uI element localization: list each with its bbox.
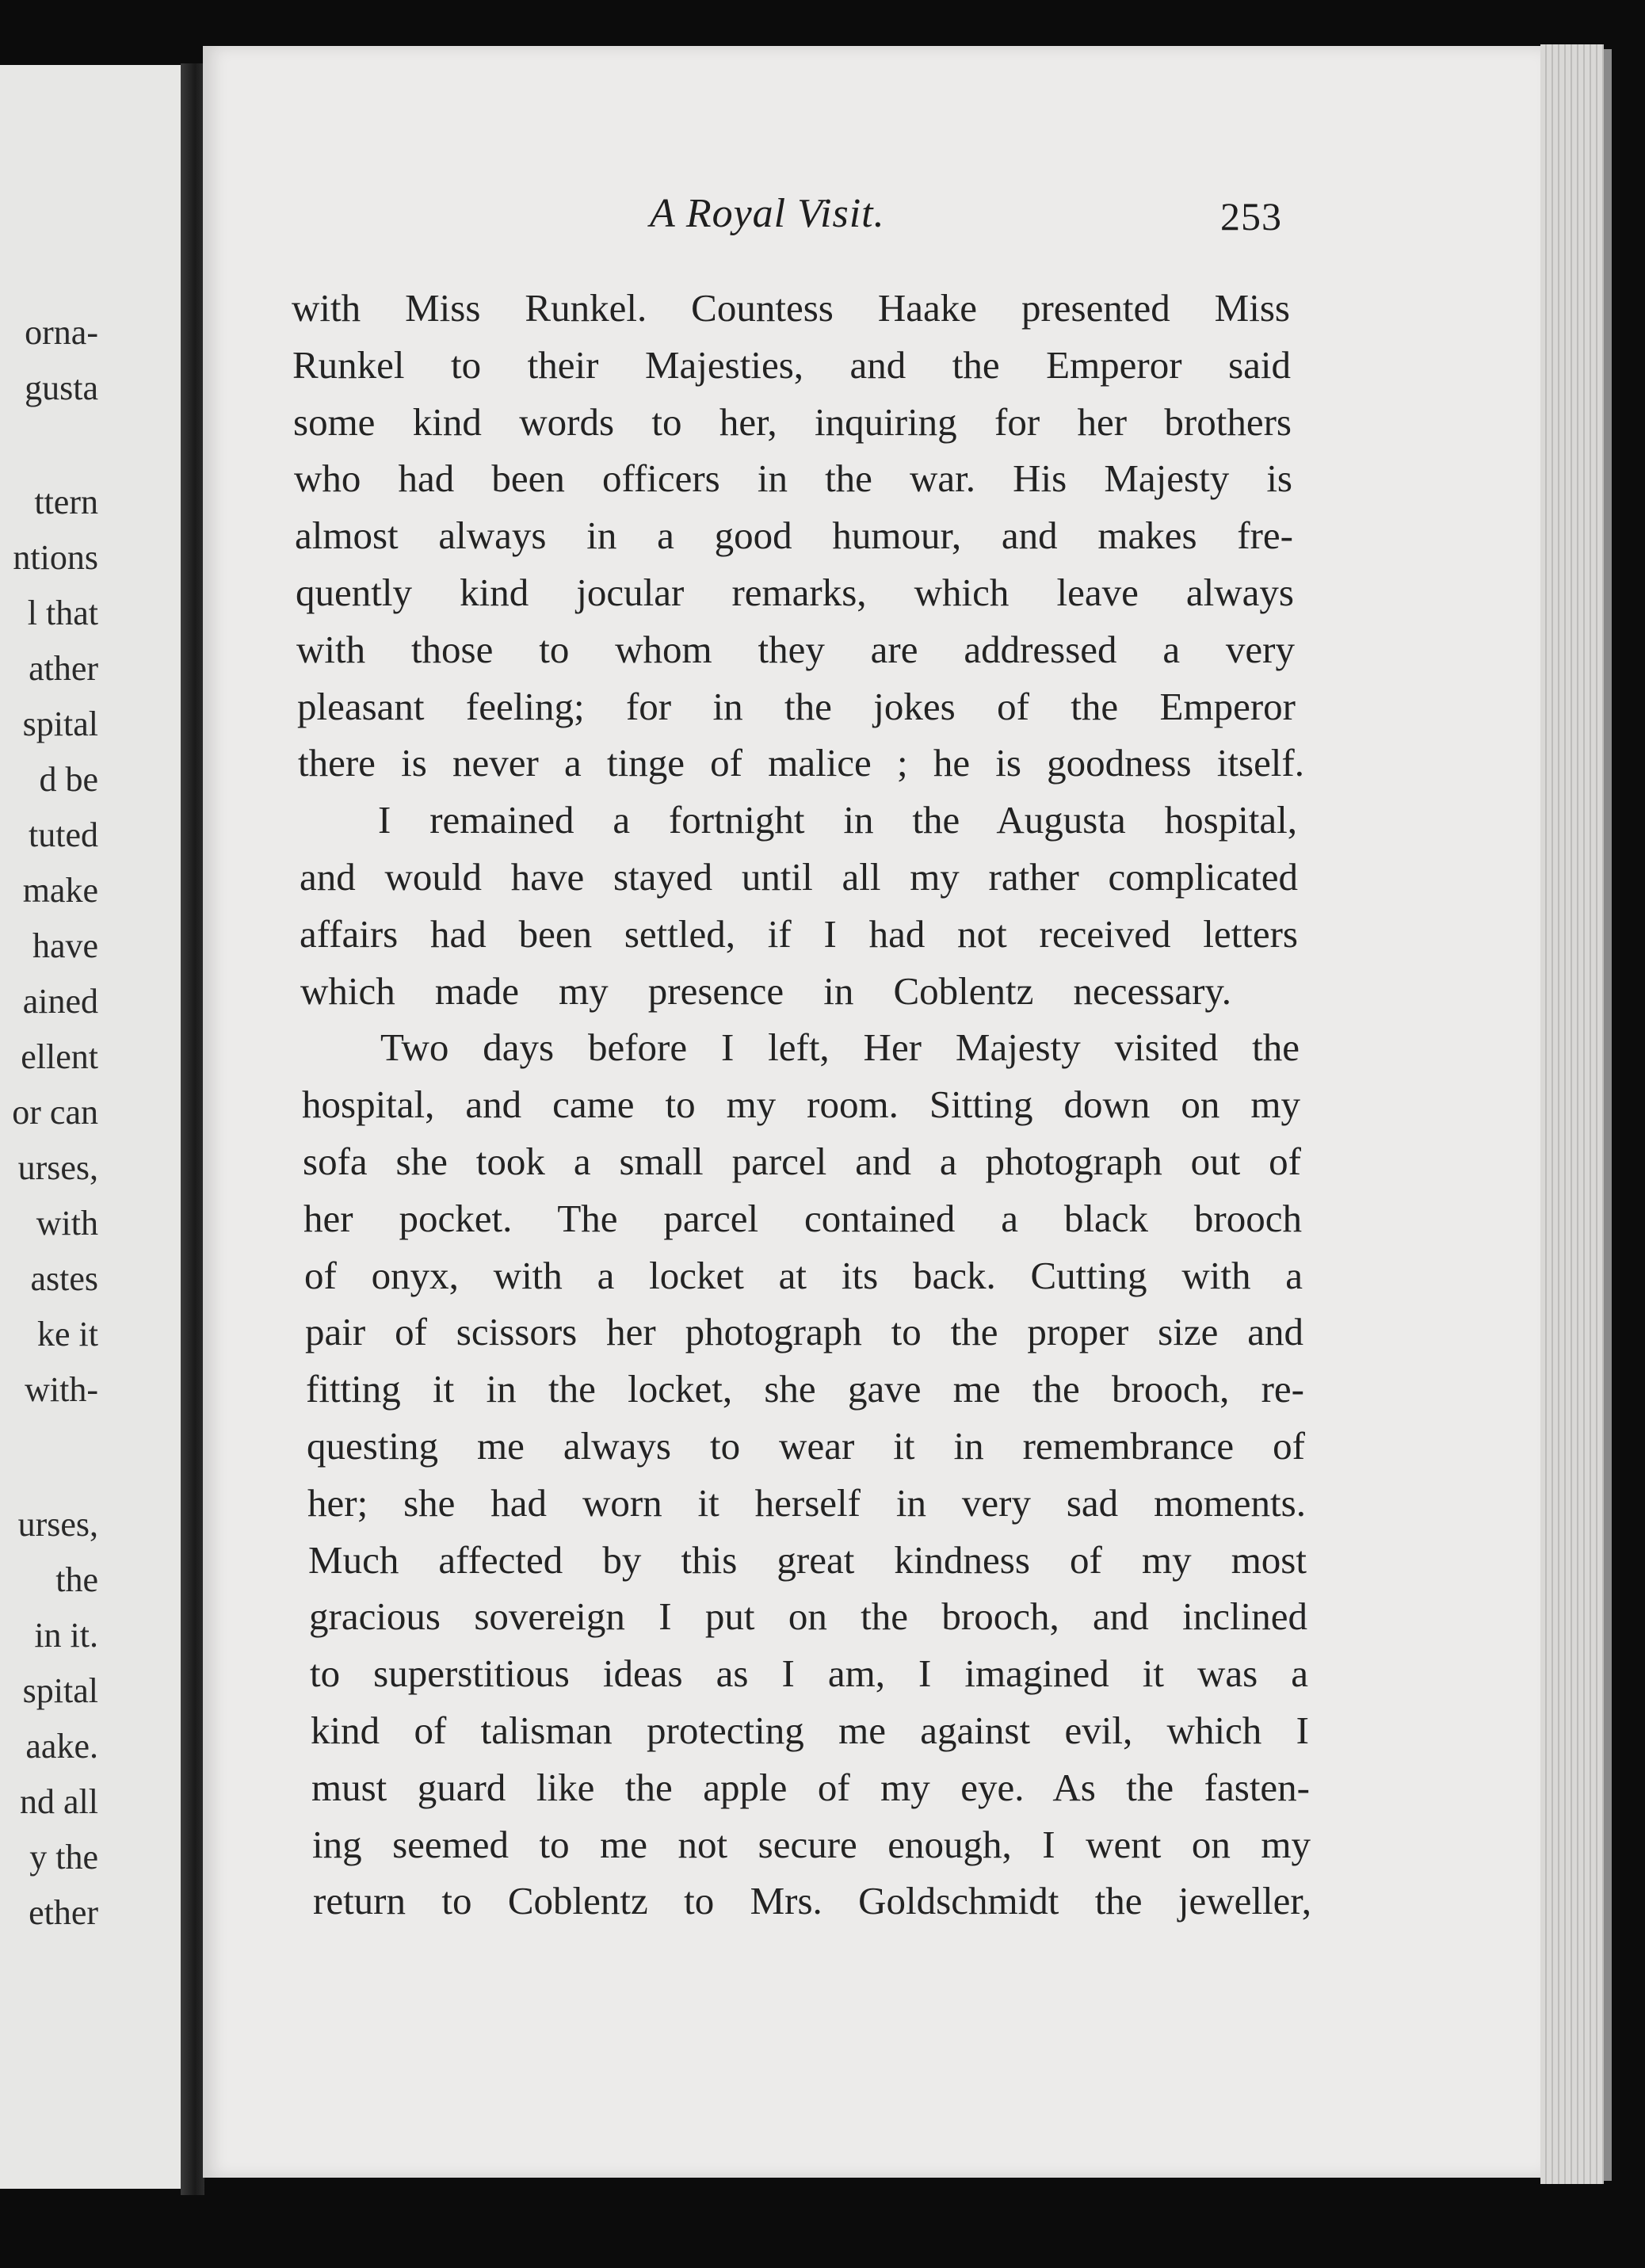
body-line: there is never a tinge of malice ; he is goodness itself. <box>298 741 1304 785</box>
body-line: which made my presence in Coblentz necessary. <box>300 968 1231 1013</box>
body-line: her; she had worn it herself in very sad moments. <box>307 1480 1306 1525</box>
left-page-fragment: orna- <box>25 313 98 352</box>
left-page-fragment: ained <box>22 982 98 1021</box>
left-page-fragment: gusta <box>25 368 98 407</box>
left-page-fragment: with- <box>25 1370 98 1409</box>
body-line: her pocket. The parcel contained a black brooch <box>303 1196 1302 1240</box>
body-line: pleasant feeling; for in the jokes of the Emperor <box>297 684 1296 728</box>
body-line: with those to whom they are addressed a very <box>296 627 1295 671</box>
left-page-fragment: spital <box>22 704 98 743</box>
running-head-title: A Royal Visit. <box>650 191 885 236</box>
body-line: who had been officers in the war. His Majesty is <box>294 456 1292 501</box>
left-page-fragment: ttern <box>34 483 98 521</box>
body-line: quently kind jocular remarks, which leave always <box>296 571 1294 614</box>
left-page-fragment: ke it <box>37 1315 98 1354</box>
body-line: Two days before I left, Her Majesty visited the <box>380 1025 1300 1070</box>
left-page-fragment: ntions <box>13 538 98 577</box>
left-page-fragment: ellent <box>21 1037 98 1076</box>
body-line: I remained a fortnight in the Augusta hospital, <box>378 798 1297 842</box>
left-page-fragment: y the <box>29 1838 98 1877</box>
body-line: gracious sovereign I put on the brooch, and inclined <box>309 1594 1307 1639</box>
left-page-fragment: in it. <box>34 1616 98 1655</box>
left-page-fragment: ather <box>29 649 98 688</box>
body-line: to superstitious ideas as I am, I imagined it was a <box>310 1651 1308 1696</box>
body-line: some kind words to her, inquiring for her brothers <box>293 399 1292 444</box>
body-line: Runkel to their Majesties, and the Emperor said <box>292 342 1291 387</box>
left-page-fragment: tuted <box>29 815 98 854</box>
left-page-fragment: d be <box>39 760 98 799</box>
body-line: affairs had been settled, if I had not received letters <box>300 911 1298 956</box>
left-page-fragment: urses, <box>17 1148 98 1187</box>
page-number: 253 <box>1220 194 1282 239</box>
page-edges-shadow <box>1604 49 1612 2181</box>
left-page-fragment: astes <box>30 1259 98 1298</box>
facing-page-left <box>0 65 181 2189</box>
left-page-fragment: aake. <box>25 1727 98 1766</box>
body-line: sofa she took a small parcel and a photograph out of <box>303 1140 1301 1183</box>
left-page-fragment: the <box>55 1560 98 1599</box>
left-page-fragment: ether <box>29 1893 98 1932</box>
left-page-fragment: nd all <box>20 1782 98 1821</box>
body-line: ing seemed to me not secure enough, I went on my <box>312 1822 1311 1866</box>
left-page-fragment: urses, <box>17 1505 98 1544</box>
body-line: must guard like the apple of my eye. As the fasten- <box>311 1765 1310 1809</box>
page-edges <box>1540 44 1604 2184</box>
left-page-fragment: l that <box>27 594 98 632</box>
body-line: questing me always to wear it in remembrance of <box>307 1424 1305 1468</box>
left-page-fragment: have <box>32 926 98 965</box>
book-gutter <box>181 63 204 2195</box>
body-line: of onyx, with a locket at its back. Cutting with a <box>304 1253 1303 1297</box>
body-line: fitting it in the locket, she gave me the brooch, re- <box>306 1367 1304 1411</box>
left-page-fragment: with <box>36 1204 98 1243</box>
left-page-fragment: spital <box>22 1671 98 1710</box>
body-line: pair of scissors her photograph to the proper size and <box>305 1310 1303 1354</box>
left-page-fragment: make <box>22 871 98 910</box>
body-line: with Miss Runkel. Countess Haake presented Miss <box>292 286 1290 330</box>
body-line: Much affected by this great kindness of my most <box>308 1537 1307 1582</box>
body-line: hospital, and came to my room. Sitting down on my <box>302 1082 1300 1127</box>
body-line: and would have stayed until all my rather complicated <box>300 855 1298 899</box>
body-line: kind of talisman protecting me against evil, which I <box>311 1709 1309 1752</box>
body-line: almost always in a good humour, and makes fre- <box>295 514 1293 558</box>
left-page-fragment: or can <box>12 1093 98 1132</box>
body-line: return to Coblentz to Mrs. Goldschmidt the jeweller, <box>313 1879 1311 1923</box>
